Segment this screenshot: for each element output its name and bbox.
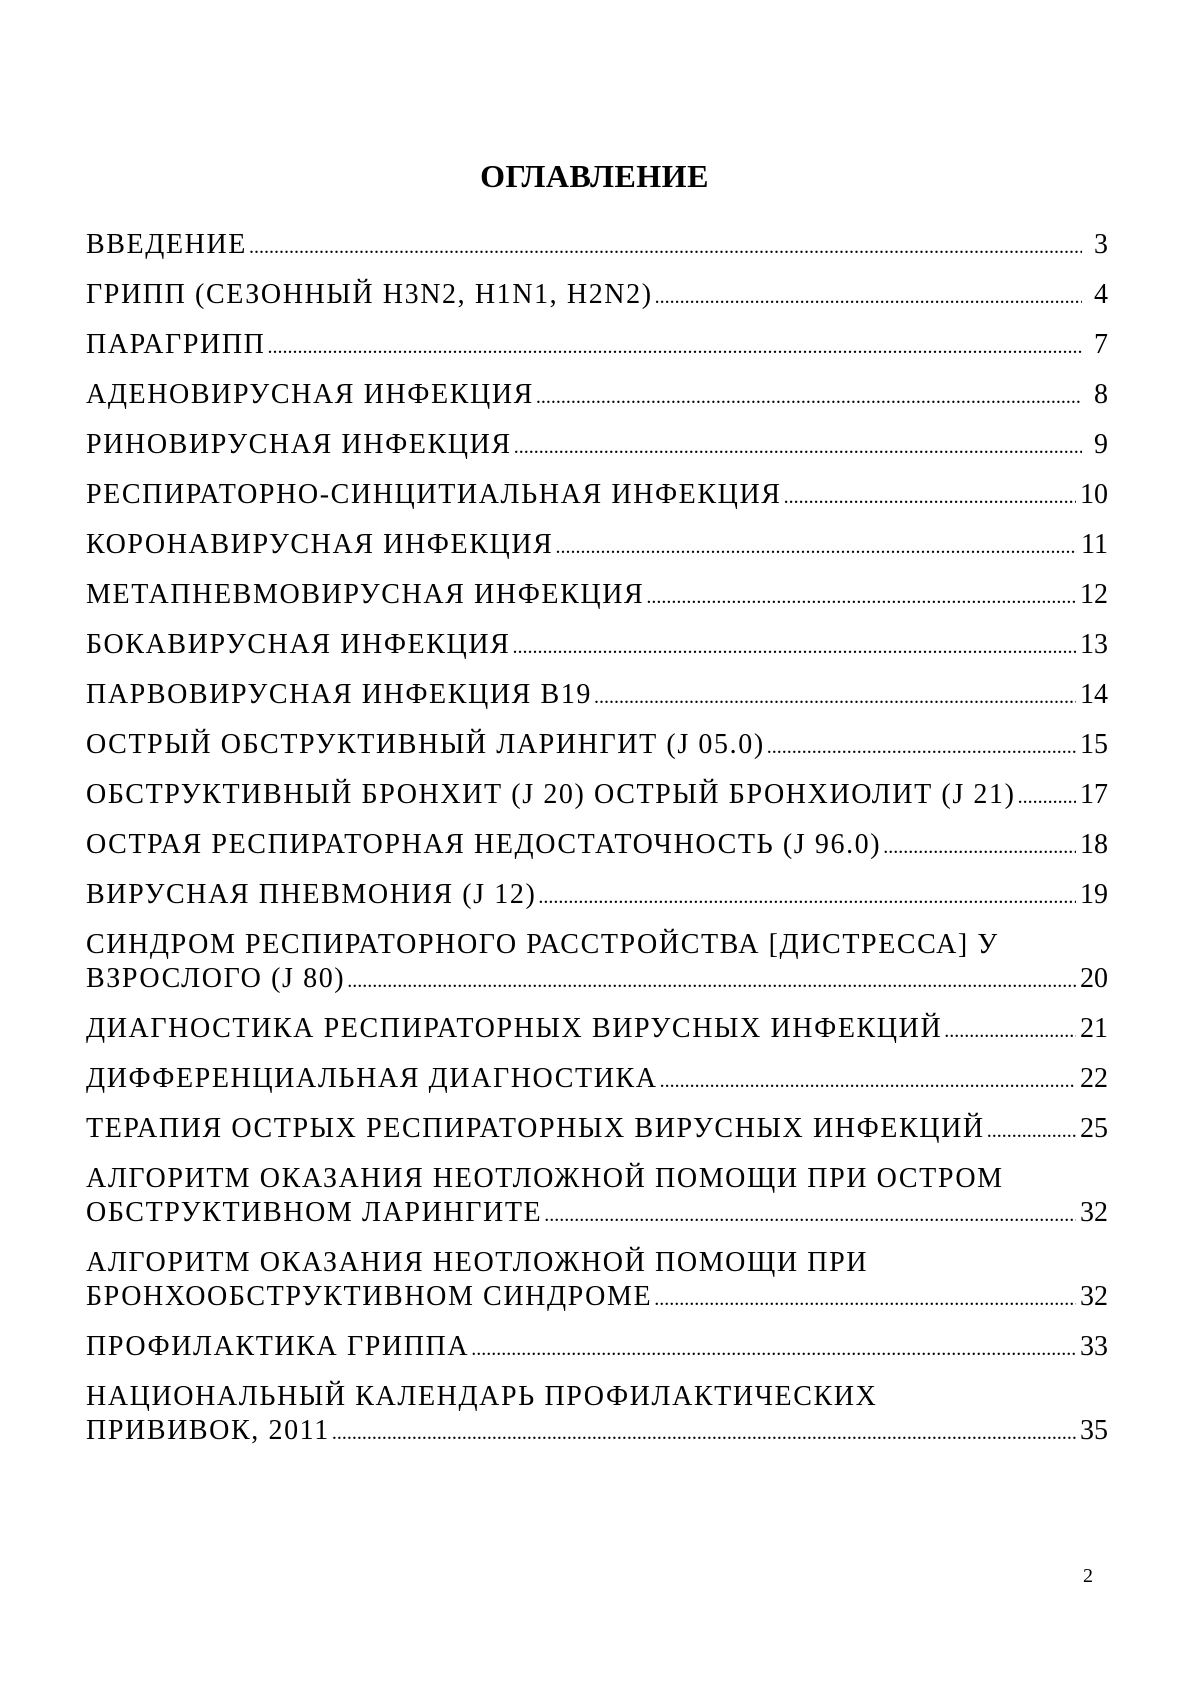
toc-entry[interactable]: [86, 428, 1108, 464]
dot-leader: [883, 830, 1076, 864]
toc-entry[interactable]: [86, 228, 1108, 264]
toc-entry[interactable]: [86, 928, 1108, 998]
toc-entry-text: ТЕРАПИЯ ОСТРЫХ РЕСПИРАТОРНЫХ ВИРУСНЫХ ИНФЕКЦИЙ: [86, 1113, 985, 1144]
toc-list: [86, 228, 1108, 1464]
toc-entry-text: БОКАВИРУСНАЯ ИНФЕКЦИЯ: [86, 629, 511, 660]
toc-entry[interactable]: [86, 728, 1108, 764]
toc-entry[interactable]: [86, 1246, 1108, 1316]
toc-entry-page: 35: [1080, 1415, 1108, 1446]
toc-entry-page: 11: [1081, 529, 1108, 560]
toc-entry[interactable]: [86, 1330, 1108, 1366]
toc-entry[interactable]: [86, 628, 1108, 664]
toc-entry-line: [86, 1112, 1108, 1148]
toc-entry-text: ОСТРЫЙ ОБСТРУКТИВНЫЙ ЛАРИНГИТ (J 05.0): [86, 729, 765, 760]
dot-leader: [987, 1114, 1076, 1148]
dot-leader: [536, 380, 1082, 414]
toc-entry[interactable]: [86, 1380, 1108, 1450]
toc-entry-line: [86, 1280, 1108, 1316]
toc-entry-text: МЕТАПНЕВМОВИРУСНАЯ ИНФЕКЦИЯ: [86, 579, 645, 610]
toc-entry-line: [86, 228, 1108, 264]
toc-entry-page: 9: [1094, 429, 1108, 460]
toc-entry-line: [86, 528, 1108, 564]
toc-entry-text: АДЕНОВИРУСНАЯ ИНФЕКЦИЯ: [86, 379, 534, 410]
toc-entry-text: ДИФФЕРЕНЦИАЛЬНАЯ ДИАГНОСТИКА: [86, 1063, 658, 1094]
toc-entry-text: КОРОНАВИРУСНАЯ ИНФЕКЦИЯ: [86, 529, 554, 560]
toc-entry-page: 4: [1094, 279, 1108, 310]
toc-entry-line: [86, 628, 1108, 664]
toc-entry-line: [86, 378, 1108, 414]
toc-entry-text: РЕСПИРАТОРНО-СИНЦИТИАЛЬНАЯ ИНФЕКЦИЯ: [86, 479, 782, 510]
dot-leader: [471, 1332, 1076, 1366]
dot-leader: [544, 1198, 1076, 1232]
dot-leader: [660, 1064, 1076, 1098]
toc-entry-page: 33: [1080, 1331, 1108, 1362]
toc-entry[interactable]: [86, 1062, 1108, 1098]
toc-entry-line: [86, 1330, 1108, 1366]
toc-entry-page: 14: [1080, 679, 1108, 710]
toc-entry[interactable]: [86, 1162, 1108, 1232]
toc-entry-page: 32: [1080, 1281, 1108, 1312]
toc-entry-line: [86, 1062, 1108, 1098]
toc-title: ОГЛАВЛЕНИЕ: [480, 158, 709, 194]
toc-entry-page: 20: [1080, 963, 1108, 994]
toc-entry[interactable]: [86, 678, 1108, 714]
toc-entry-page: 18: [1080, 829, 1108, 860]
toc-entry-page: 7: [1094, 329, 1108, 360]
toc-entry-text: БРОНХООБСТРУКТИВНОМ СИНДРОМЕ: [86, 1281, 653, 1312]
toc-entry-text: ПАРВОВИРУСНАЯ ИНФЕКЦИЯ В19: [86, 679, 593, 710]
toc-entry-line: [86, 828, 1108, 864]
page-number: 2: [1083, 1565, 1093, 1587]
toc-entry-text-line1: НАЦИОНАЛЬНЫЙ КАЛЕНДАРЬ ПРОФИЛАКТИЧЕСКИХ: [86, 1381, 878, 1412]
dot-leader: [767, 730, 1076, 764]
toc-entry-line: [86, 728, 1108, 764]
toc-entry-page: 32: [1080, 1197, 1108, 1228]
toc-entry-page: 19: [1080, 879, 1108, 910]
toc-entry-line: [86, 878, 1108, 914]
toc-entry-line: [86, 1012, 1108, 1048]
toc-entry-page: 15: [1080, 729, 1108, 760]
dot-leader: [538, 880, 1076, 914]
toc-entry[interactable]: [86, 778, 1108, 814]
toc-entry-text-line1: СИНДРОМ РЕСПИРАТОРНОГО РАССТРОЙСТВА [ДИСТРЕССА] У: [86, 929, 999, 960]
toc-entry[interactable]: [86, 278, 1108, 314]
toc-entry-text: ДИАГНОСТИКА РЕСПИРАТОРНЫХ ВИРУСНЫХ ИНФЕКЦИЙ: [86, 1013, 943, 1044]
dot-leader: [784, 480, 1076, 514]
dot-leader: [512, 630, 1076, 664]
toc-entry-text: ПРИВИВОК, 2011: [86, 1415, 330, 1446]
dot-leader: [347, 964, 1076, 998]
toc-entry-text-line1: АЛГОРИТМ ОКАЗАНИЯ НЕОТЛОЖНОЙ ПОМОЩИ ПРИ: [86, 1247, 869, 1278]
dot-leader: [655, 280, 1082, 314]
toc-entry-line: [86, 478, 1108, 514]
dot-leader: [514, 430, 1082, 464]
toc-entry[interactable]: [86, 378, 1108, 414]
toc-entry-text-line1: АЛГОРИТМ ОКАЗАНИЯ НЕОТЛОЖНОЙ ПОМОЩИ ПРИ ОСТРОМ: [86, 1163, 1004, 1194]
toc-entry[interactable]: [86, 1012, 1108, 1048]
dot-leader: [332, 1416, 1076, 1450]
toc-entry-text: ВВЕДЕНИЕ: [86, 229, 248, 260]
toc-entry[interactable]: [86, 478, 1108, 514]
toc-entry-page: 8: [1094, 379, 1108, 410]
toc-entry-text: ВИРУСНАЯ ПНЕВМОНИЯ (J 12): [86, 879, 537, 910]
toc-entry-line: [86, 328, 1108, 364]
toc-entry-text: ОБСТРУКТИВНОМ ЛАРИНГИТЕ: [86, 1197, 543, 1228]
toc-entry-text: ГРИПП (СЕЗОННЫЙ H3N2, H1N1, H2N2): [86, 279, 653, 310]
toc-entry-line: [86, 428, 1108, 464]
toc-entry-text: ОБСТРУКТИВНЫЙ БРОНХИТ (J 20) ОСТРЫЙ БРОНХИОЛИТ (J 21): [86, 779, 1016, 810]
dot-leader: [555, 530, 1077, 564]
dot-leader: [1018, 780, 1076, 814]
toc-entry[interactable]: [86, 828, 1108, 864]
toc-entry-text: ПАРАГРИПП: [86, 329, 266, 360]
dot-leader: [249, 230, 1082, 264]
dot-leader: [944, 1014, 1076, 1048]
toc-entry-line: [86, 1414, 1108, 1450]
toc-entry-page: 3: [1094, 229, 1108, 260]
toc-entry-page: 17: [1080, 779, 1108, 810]
toc-entry-line: [86, 1196, 1108, 1232]
toc-entry-text: РИНОВИРУСНАЯ ИНФЕКЦИЯ: [86, 429, 512, 460]
toc-entry[interactable]: [86, 578, 1108, 614]
toc-entry-line: [86, 578, 1108, 614]
toc-entry-page: 12: [1080, 579, 1108, 610]
toc-entry-page: 25: [1080, 1113, 1108, 1144]
toc-entry-text: ОСТРАЯ РЕСПИРАТОРНАЯ НЕДОСТАТОЧНОСТЬ (J 96.0): [86, 829, 882, 860]
toc-entry[interactable]: [86, 1112, 1108, 1148]
dot-leader: [267, 330, 1082, 364]
toc-entry[interactable]: [86, 328, 1108, 364]
toc-entry[interactable]: [86, 878, 1108, 914]
toc-entry-text: ПРОФИЛАКТИКА ГРИППА: [86, 1331, 470, 1362]
toc-entry-page: 22: [1080, 1063, 1108, 1094]
toc-entry-line: [86, 278, 1108, 314]
dot-leader: [654, 1282, 1076, 1316]
toc-entry[interactable]: [86, 528, 1108, 564]
toc-entry-line: [86, 962, 1108, 998]
dot-leader: [646, 580, 1076, 614]
dot-leader: [594, 680, 1076, 714]
toc-entry-page: 10: [1080, 479, 1108, 510]
toc-entry-page: 21: [1080, 1013, 1108, 1044]
toc-entry-page: 13: [1080, 629, 1108, 660]
toc-entry-line: [86, 778, 1108, 814]
toc-entry-text: ВЗРОСЛОГО (J 80): [86, 963, 346, 994]
toc-entry-line: [86, 678, 1108, 714]
